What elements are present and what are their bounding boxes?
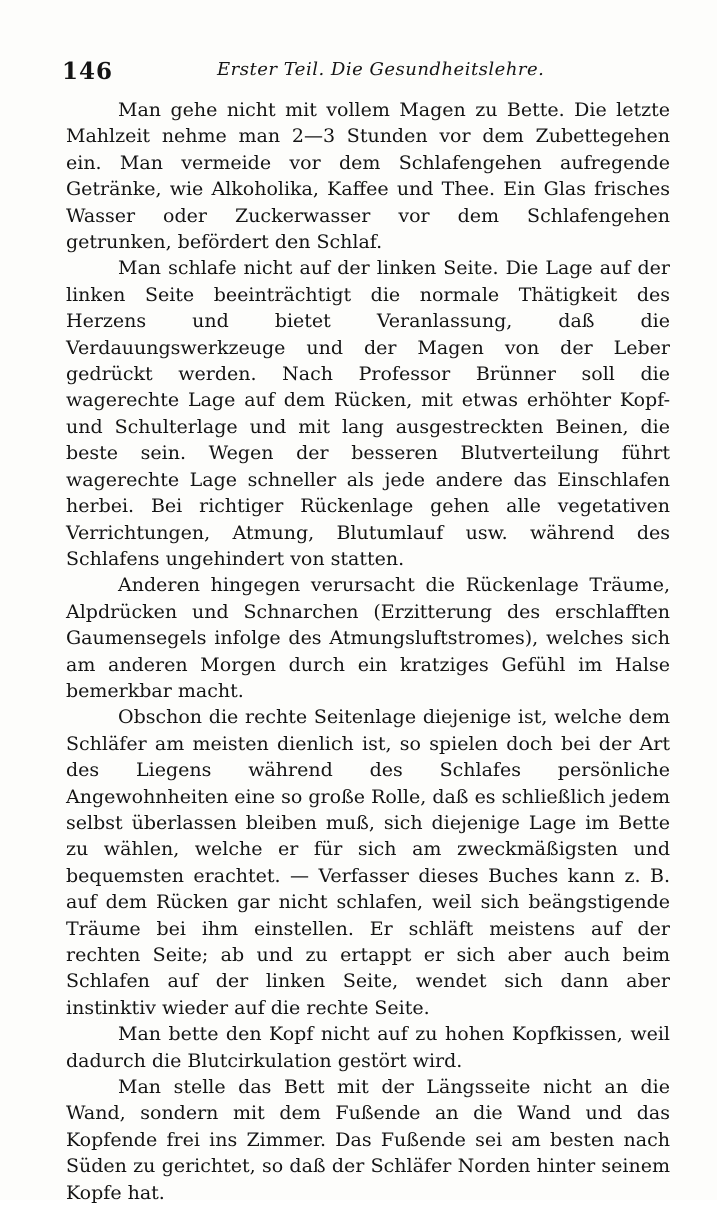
paragraph-left-side: Man schlafe nicht auf der linken Seite. Die Lage auf der linken Seite beeinträchtigt die normale Thätigkeit des Herzens und bietet Veranlassung, daß die Verdauungswerkzeuge und der Magen von der Leber gedrückt werden. Nach Professor Brünner soll die wagerechte Lage auf dem Rücken, mit etwas erhöhter Kopf- und Schulterlage und mit lang ausgestreckten Beinen, die beste sein. Wegen der besseren Blutverteilung führt wagerechte Lage schneller als jede andere das Einschlafen herbei. Bei richtiger Rückenlage gehen alle vegetativen Verrichtungen, Atmung, Blutumlauf usw. während des Schlafens ungehindert von statten. — [66, 257, 670, 570]
paragraph-right-side: Obschon die rechte Seitenlage diejenige ist, welche dem Schläfer am meisten dienlich ist, so spielen doch bei der Art des Liegens während des Schlafes persönliche Angewohnheiten eine so große Rolle, daß es schließlich jedem selbst überlassen bleiben muß, sich diejenige Lage im Bette zu wählen, welche er für sich am zweckmäßigsten und bequemsten erachtet. — Verfasser dieses Buches kann z. B. auf dem Rücken gar nicht schlafen, weil sich beängstigende Träume bei ihm einstellen. Er schläft meistens auf der rechten Seite; ab und zu ertappt er sich aber auch beim Schlafen auf der linken Seite, wendet sich dann aber instinktiv wieder auf die rechte Seite. — [66, 706, 670, 1019]
paragraph-pillow: Man bette den Kopf nicht auf zu hohen Kopfkissen, weil dadurch die Blutcirkulation gestört wird. — [66, 1023, 670, 1072]
page-header — [62, 58, 682, 88]
paragraph-back-position: Anderen hingegen verursacht die Rückenlage Träume, Alpdrücken und Schnarchen (Erzitterung des erschlafften Gaumensegels infolge des Atmungsluftstromes), welches sich am anderen Morgen durch ein kratziges Gefühl im Halse bemerkbar macht. — [66, 574, 670, 702]
body-text — [66, 97, 670, 1206]
paragraph-digestion: Man gehe nicht mit vollem Magen zu Bette. Die letzte Mahlzeit nehme man 2—3 Stunden vor dem Zubettegehen ein. Man vermeide vor dem Schlafengehen aufregende Getränke, wie Alkoholika, Kaffee und Thee. Ein Glas frisches Wasser oder Zuckerwasser vor dem Schlafengehen getrunken, befördert den Schlaf. — [66, 99, 670, 254]
page-number: 146 — [62, 58, 114, 85]
paragraph-bed-orientation: Man stelle das Bett mit der Längsseite nicht an die Wand, sondern mit dem Fußende an die Wand und das Kopfende frei ins Zimmer. Das Fußende sei am besten nach Süden zu gerichtet, so daß der Schläfer Norden hinter seinem Kopfe hat. — [66, 1076, 670, 1204]
running-head: Erster Teil. Die Gesundheitslehre. — [217, 59, 545, 80]
